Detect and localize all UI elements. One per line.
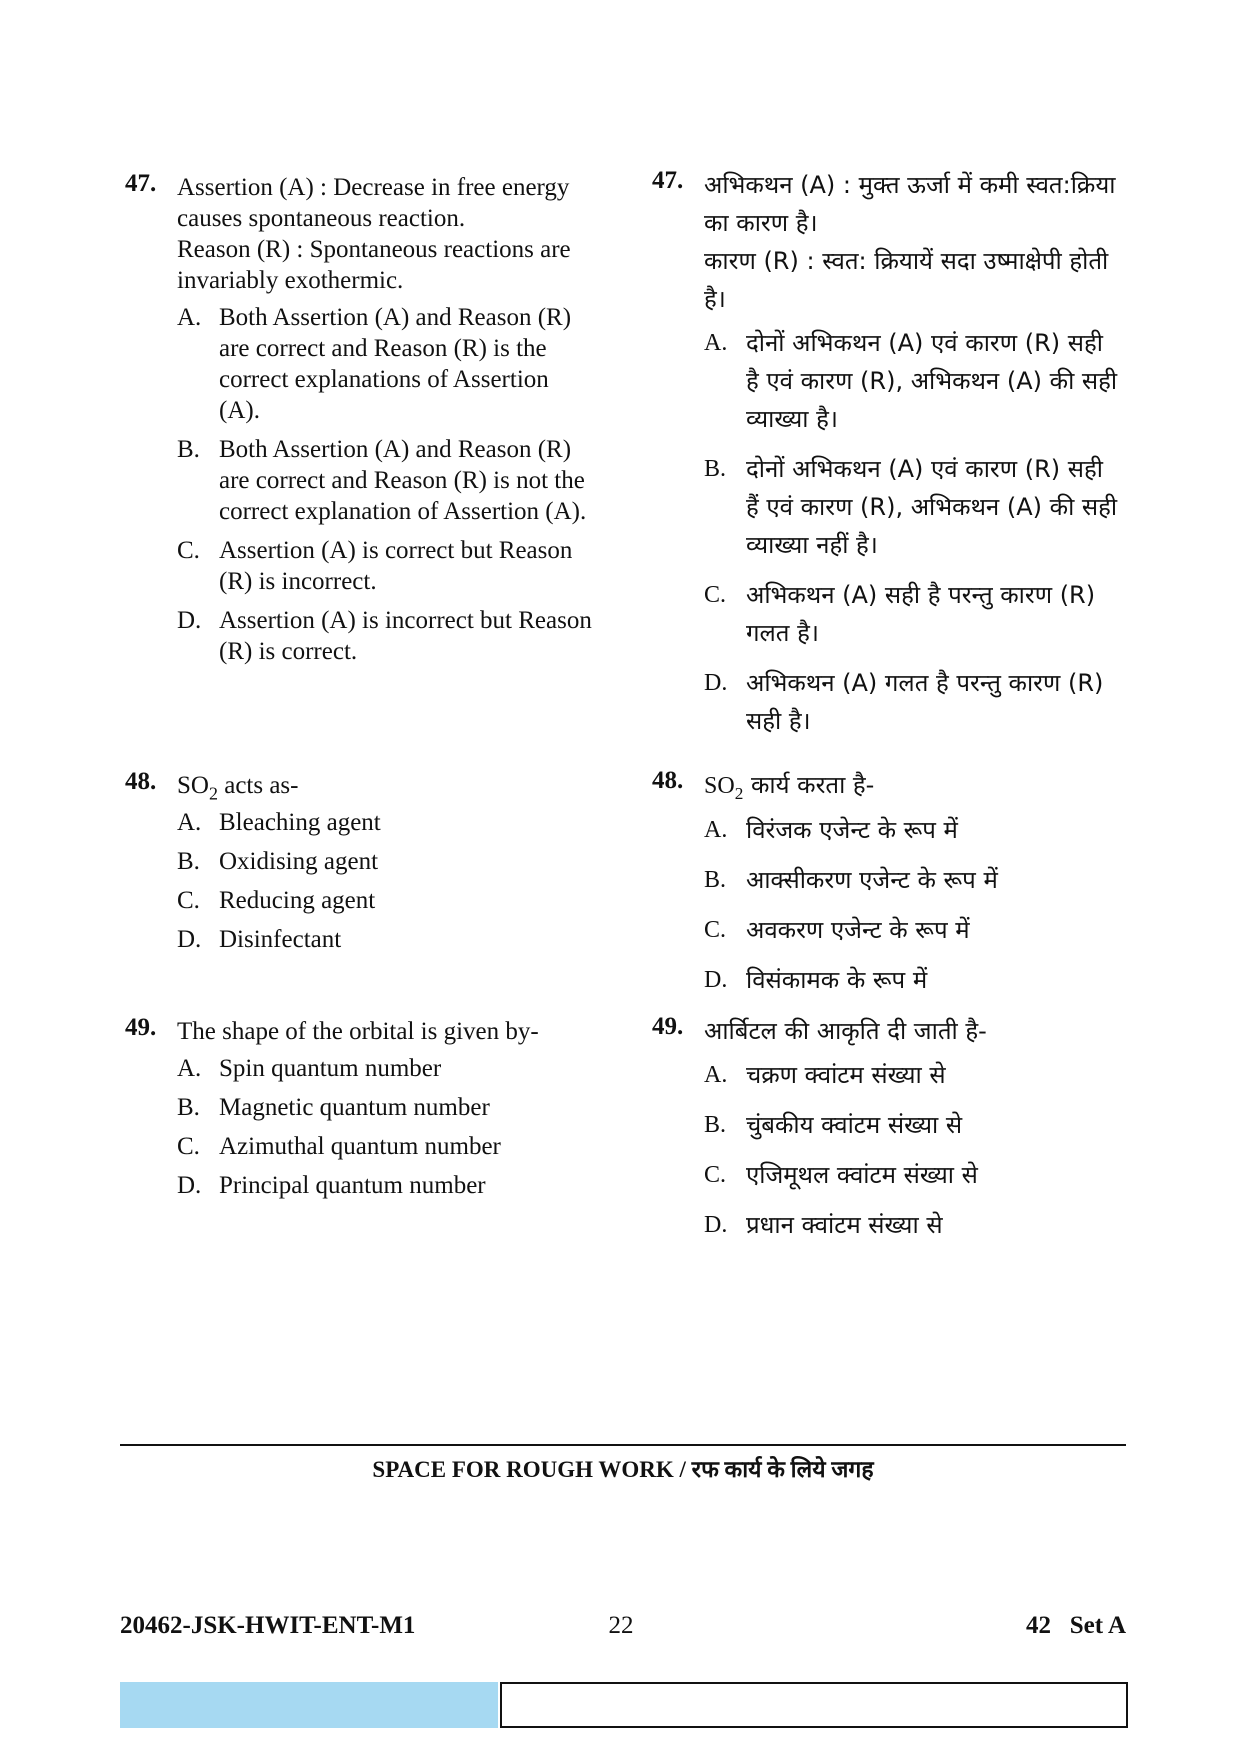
reason-text: कारण (R) : स्वत: क्रियायें सदा उष्माक्षेपी होती है। [704, 247, 1109, 313]
question-47-hi [652, 166, 1122, 752]
question-49-hi [652, 1012, 1122, 1256]
option-c[interactable]: C. Azimuthal quantum number [177, 1133, 501, 1160]
paper-code: 20462-JSK-HWIT-ENT-M1 [120, 1612, 416, 1639]
option-c[interactable]: C. Reducing agent [177, 887, 376, 914]
assertion-text: Assertion (A) : Decrease in free energy causes spontaneous reaction. [177, 174, 570, 232]
options-list [704, 811, 1122, 999]
option-d[interactable]: D. Principal quantum number [177, 1172, 486, 1199]
reason-text: Reason (R) : Spontaneous reactions are invariably exothermic. [177, 236, 571, 294]
option-b[interactable]: B. Oxidising agent [177, 848, 379, 875]
question-number: 48. [125, 768, 157, 795]
set-label: 42 Set A [1026, 1612, 1126, 1639]
option-c[interactable]: C. अवकरण एजेन्ट के रूप में [704, 916, 970, 944]
question-number: 49. [125, 1014, 157, 1041]
options-list [704, 324, 1122, 740]
option-a[interactable]: A. Both Assertion (A) and Reason (R) are correct and Reason (R) is the correct explanations of Assertion (A). [177, 304, 572, 424]
rough-work-divider [120, 1444, 1126, 1446]
option-d[interactable]: D. अभिकथन (A) गलत है परन्तु कारण (R) सही है। [704, 669, 1104, 735]
option-a[interactable]: A. Spin quantum number [177, 1055, 442, 1082]
question-number: 49. [652, 1013, 684, 1040]
question-49-en [125, 1016, 595, 1209]
options-list [177, 807, 595, 955]
option-d[interactable]: D. प्रधान क्वांटम संख्या से [704, 1211, 943, 1239]
question-stem: The shape of the orbital is given by- [177, 1018, 539, 1045]
option-c[interactable]: C. Assertion (A) is correct but Reason (R) is incorrect. [177, 537, 573, 595]
option-a[interactable]: A. चक्रण क्वांटम संख्या से [704, 1061, 946, 1089]
option-c[interactable]: C. अभिकथन (A) सही है परन्तु कारण (R) गलत है। [704, 581, 1096, 647]
option-b[interactable]: B. Magnetic quantum number [177, 1094, 490, 1121]
question-48-hi [652, 766, 1122, 1011]
option-b[interactable]: B. आक्सीकरण एजेन्ट के रूप में [704, 866, 998, 894]
option-d[interactable]: D. विसंकामक के रूप में [704, 966, 928, 994]
option-b[interactable]: B. दोनों अभिकथन (A) एवं कारण (R) सही हैं एवं कारण (R), अभिकथन (A) की सही व्याख्या नहीं है। [704, 455, 1118, 559]
option-d[interactable]: D. Disinfectant [177, 926, 342, 953]
option-d[interactable]: D. Assertion (A) is incorrect but Reason (R) is correct. [177, 607, 592, 665]
option-b[interactable]: B. Both Assertion (A) and Reason (R) are correct and Reason (R) is not the correct explanation of Assertion (A). [177, 436, 587, 525]
footer-color-band [120, 1682, 498, 1728]
question-stem: $SO_2$ acts as- [177, 772, 299, 804]
question-48-en [125, 770, 595, 963]
question-stem: $SO_2$ कार्य करता है- [704, 771, 875, 804]
option-c[interactable]: C. एजिमूथल क्वांटम संख्या से [704, 1161, 978, 1189]
option-a[interactable]: A. विरंजक एजेन्ट के रूप में [704, 816, 958, 844]
question-number: 48. [652, 767, 684, 794]
options-list [177, 302, 595, 667]
question-47-en [125, 172, 595, 675]
options-list [177, 1053, 595, 1201]
page-number: 22 [608, 1612, 634, 1639]
question-stem: आर्बिटल की आकृति दी जाती है- [704, 1017, 987, 1045]
options-list [704, 1056, 1122, 1244]
question-number: 47. [652, 167, 684, 194]
option-b[interactable]: B. चुंबकीय क्वांटम संख्या से [704, 1111, 963, 1139]
option-a[interactable]: A. Bleaching agent [177, 809, 381, 836]
option-a[interactable]: A. दोनों अभिकथन (A) एवं कारण (R) सही है एवं कारण (R), अभिकथन (A) की सही व्याख्या है। [704, 329, 1118, 433]
footer-blank-box [500, 1682, 1128, 1728]
assertion-text: अभिकथन (A) : मुक्त ऊर्जा में कमी स्वत:क्रिया का कारण है। [704, 171, 1116, 237]
rough-work-heading: SPACE FOR ROUGH WORK / रफ कार्य के लिये जगह [372, 1457, 874, 1482]
question-number: 47. [125, 170, 157, 197]
